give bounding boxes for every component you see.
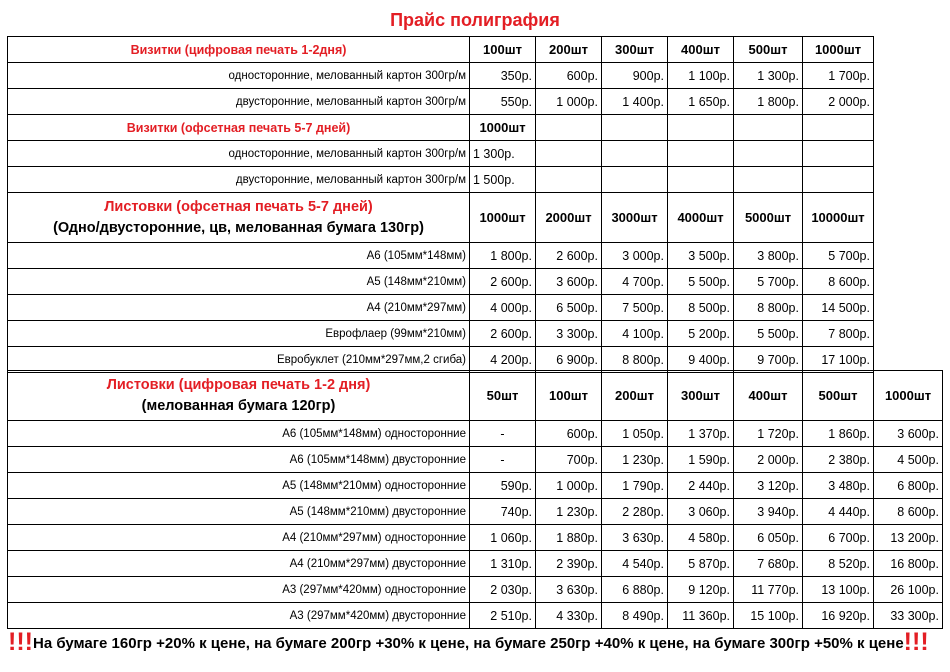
price-cell: 1 060р. bbox=[470, 525, 536, 551]
price-cell: 1 300р. bbox=[734, 63, 803, 89]
table-row bbox=[8, 141, 874, 167]
price-cell: 16 920р. bbox=[803, 603, 874, 629]
price-cell: - bbox=[470, 421, 536, 447]
qty-header: 4000шт bbox=[668, 193, 734, 243]
table-row bbox=[8, 321, 874, 347]
price-cell: 3 600р. bbox=[536, 269, 602, 295]
price-cell: 4 200р. bbox=[470, 347, 536, 373]
table-row bbox=[8, 243, 874, 269]
price-cell: 3 480р. bbox=[803, 473, 874, 499]
price-cell: 4 580р. bbox=[668, 525, 734, 551]
footer-note bbox=[8, 628, 948, 657]
table-row bbox=[8, 63, 874, 89]
row-label: А6 (105мм*148мм) двусторонние bbox=[8, 447, 470, 473]
qty-header: 1000шт bbox=[874, 371, 943, 421]
qty-header: 300шт bbox=[668, 371, 734, 421]
price-cell: 3 060р. bbox=[668, 499, 734, 525]
price-cell: 6 500р. bbox=[536, 295, 602, 321]
qty-header: 400шт bbox=[668, 37, 734, 63]
price-cell: 5 200р. bbox=[668, 321, 734, 347]
table-row bbox=[8, 603, 943, 629]
price-cell: 16 800р. bbox=[874, 551, 943, 577]
price-cell: 13 200р. bbox=[874, 525, 943, 551]
table-row bbox=[8, 577, 943, 603]
price-cell: 590р. bbox=[470, 473, 536, 499]
price-cell: 13 100р. bbox=[803, 577, 874, 603]
price-cell: 1 650р. bbox=[668, 89, 734, 115]
price-cell: 15 100р. bbox=[734, 603, 803, 629]
price-cell: 900р. bbox=[602, 63, 668, 89]
price-cell: 3 000р. bbox=[602, 243, 668, 269]
price-cell: 1 800р. bbox=[470, 243, 536, 269]
table-row bbox=[8, 167, 874, 193]
price-cell: 3 630р. bbox=[536, 577, 602, 603]
price-cell: 2 600р. bbox=[470, 269, 536, 295]
row-label: односторонние, мелованный картон 300гр/м bbox=[8, 63, 470, 89]
price-cell: 8 800р. bbox=[602, 347, 668, 373]
price-cell: 700р. bbox=[536, 447, 602, 473]
row-label: А4 (210мм*297мм) bbox=[8, 295, 470, 321]
row-label: двусторонние, мелованный картон 300гр/м bbox=[8, 167, 470, 193]
table-row bbox=[8, 447, 943, 473]
price-cell: 2 000р. bbox=[734, 447, 803, 473]
table-row bbox=[8, 269, 874, 295]
qty-header: 1000шт bbox=[803, 37, 874, 63]
row-label: А5 (148мм*210мм) bbox=[8, 269, 470, 295]
price-cell: 2 280р. bbox=[602, 499, 668, 525]
price-cell: 600р. bbox=[536, 421, 602, 447]
table-row bbox=[8, 371, 943, 421]
price-cell: - bbox=[470, 447, 536, 473]
price-cell: 4 440р. bbox=[803, 499, 874, 525]
price-cell: 2 600р. bbox=[536, 243, 602, 269]
exclamation-mark-left: !!! bbox=[8, 628, 33, 656]
price-cell: 4 500р. bbox=[874, 447, 943, 473]
qty-header: 1000шт bbox=[470, 193, 536, 243]
price-cell: 550р. bbox=[470, 89, 536, 115]
row-label: А4 (210мм*297мм) односторонние bbox=[8, 525, 470, 551]
price-cell: 11 360р. bbox=[668, 603, 734, 629]
price-cell: 6 900р. bbox=[536, 347, 602, 373]
digital-leaflets-table bbox=[7, 370, 943, 629]
price-cell: 1 700р. bbox=[803, 63, 874, 89]
price-cell: 4 330р. bbox=[536, 603, 602, 629]
price-cell: 1 050р. bbox=[602, 421, 668, 447]
price-cell: 1 790р. bbox=[602, 473, 668, 499]
price-cell: 3 940р. bbox=[734, 499, 803, 525]
qty-header: 2000шт bbox=[536, 193, 602, 243]
qty-header: 100шт bbox=[536, 371, 602, 421]
qty-header: 500шт bbox=[803, 371, 874, 421]
price-cell: 1 310р. bbox=[470, 551, 536, 577]
price-cell: 1 590р. bbox=[668, 447, 734, 473]
section-title-main: Листовки (офсетная печать 5-7 дней) bbox=[104, 198, 373, 215]
qty-header: 50шт bbox=[470, 371, 536, 421]
price-cell: 11 770р. bbox=[734, 577, 803, 603]
price-cell: 1 500р. bbox=[470, 167, 536, 193]
table-row bbox=[8, 551, 943, 577]
section-subtitle: (Одно/двусторонние, цв, мелованная бумага 130гр) bbox=[53, 219, 424, 236]
qty-header: 500шт bbox=[734, 37, 803, 63]
qty-header: 1000шт bbox=[470, 115, 536, 141]
section-title: Визитки (офсетная печать 5-7 дней) bbox=[8, 115, 470, 141]
row-label: Евробуклет (210мм*297мм,2 сгиба) bbox=[8, 347, 470, 373]
row-label: односторонние, мелованный картон 300гр/м bbox=[8, 141, 470, 167]
qty-header: 10000шт bbox=[803, 193, 874, 243]
price-cell: 7 680р. bbox=[734, 551, 803, 577]
price-cell: 3 300р. bbox=[536, 321, 602, 347]
table-row bbox=[8, 193, 874, 243]
price-cell: 1 370р. bbox=[668, 421, 734, 447]
price-cell: 600р. bbox=[536, 63, 602, 89]
price-cell: 2 380р. bbox=[803, 447, 874, 473]
row-label: А3 (297мм*420мм) двусторонние bbox=[8, 603, 470, 629]
price-cell: 1 000р. bbox=[536, 473, 602, 499]
price-cell: 4 100р. bbox=[602, 321, 668, 347]
qty-header: 400шт bbox=[734, 371, 803, 421]
price-cell: 1 300р. bbox=[470, 141, 536, 167]
qty-header: 100шт bbox=[470, 37, 536, 63]
price-cell: 2 030р. bbox=[470, 577, 536, 603]
price-cell: 1 000р. bbox=[536, 89, 602, 115]
price-cell: 8 520р. bbox=[803, 551, 874, 577]
price-cell: 8 800р. bbox=[734, 295, 803, 321]
price-cell: 8 500р. bbox=[668, 295, 734, 321]
footer-text: На бумаге 160гр +20% к цене, на бумаге 200гр +30% к цене, на бумаге 250гр +40% к цене, на бумаге 300гр +50% к цене bbox=[32, 635, 904, 652]
qty-header: 200шт bbox=[536, 37, 602, 63]
price-cell: 9 400р. bbox=[668, 347, 734, 373]
price-cell: 26 100р. bbox=[874, 577, 943, 603]
price-cell: 3 500р. bbox=[668, 243, 734, 269]
price-cell: 7 500р. bbox=[602, 295, 668, 321]
price-cell: 3 800р. bbox=[734, 243, 803, 269]
price-cell: 6 800р. bbox=[874, 473, 943, 499]
table-row bbox=[8, 473, 943, 499]
price-cell: 4 540р. bbox=[602, 551, 668, 577]
section-title: Визитки (цифровая печать 1-2дня) bbox=[8, 37, 470, 63]
row-label: Еврофлаер (99мм*210мм) bbox=[8, 321, 470, 347]
price-cell: 4 000р. bbox=[470, 295, 536, 321]
qty-header: 5000шт bbox=[734, 193, 803, 243]
table-row bbox=[8, 89, 874, 115]
price-cell: 17 100р. bbox=[803, 347, 874, 373]
qty-header: 300шт bbox=[602, 37, 668, 63]
price-cell: 3 630р. bbox=[602, 525, 668, 551]
price-cell: 5 700р. bbox=[803, 243, 874, 269]
price-cell: 2 390р. bbox=[536, 551, 602, 577]
section-title bbox=[8, 193, 470, 243]
price-cell: 740р. bbox=[470, 499, 536, 525]
row-label: А3 (297мм*420мм) односторонние bbox=[8, 577, 470, 603]
price-cell: 9 120р. bbox=[668, 577, 734, 603]
price-cell: 2 000р. bbox=[803, 89, 874, 115]
price-cell: 5 870р. bbox=[668, 551, 734, 577]
offset-leaflets-table bbox=[7, 192, 874, 373]
business-cards-table bbox=[7, 36, 874, 193]
price-cell: 33 300р. bbox=[874, 603, 943, 629]
price-cell: 6 050р. bbox=[734, 525, 803, 551]
price-cell: 2 440р. bbox=[668, 473, 734, 499]
price-cell: 6 700р. bbox=[803, 525, 874, 551]
price-cell: 3 120р. bbox=[734, 473, 803, 499]
row-label: А5 (148мм*210мм) двусторонние bbox=[8, 499, 470, 525]
table-row bbox=[8, 115, 874, 141]
price-cell: 14 500р. bbox=[803, 295, 874, 321]
table-row bbox=[8, 37, 874, 63]
row-label: А5 (148мм*210мм) односторонние bbox=[8, 473, 470, 499]
table-row bbox=[8, 499, 943, 525]
price-cell: 1 800р. bbox=[734, 89, 803, 115]
price-cell: 5 500р. bbox=[734, 321, 803, 347]
price-cell: 8 600р. bbox=[874, 499, 943, 525]
section-title bbox=[8, 371, 470, 421]
price-cell: 1 400р. bbox=[602, 89, 668, 115]
price-cell: 2 600р. bbox=[470, 321, 536, 347]
page-title: Прайс полиграфия bbox=[390, 10, 560, 30]
row-label: А4 (210мм*297мм) двусторонние bbox=[8, 551, 470, 577]
price-cell: 9 700р. bbox=[734, 347, 803, 373]
price-cell: 7 800р. bbox=[803, 321, 874, 347]
table-row bbox=[8, 347, 874, 373]
table-row bbox=[8, 525, 943, 551]
price-cell: 8 490р. bbox=[602, 603, 668, 629]
price-cell: 1 230р. bbox=[602, 447, 668, 473]
price-cell: 1 720р. bbox=[734, 421, 803, 447]
price-cell: 5 700р. bbox=[734, 269, 803, 295]
row-label: А6 (105мм*148мм) bbox=[8, 243, 470, 269]
price-cell: 8 600р. bbox=[803, 269, 874, 295]
row-label: двусторонние, мелованный картон 300гр/м bbox=[8, 89, 470, 115]
exclamation-mark-right: !!! bbox=[903, 628, 929, 656]
section-title-main: Листовки (цифровая печать 1-2 дня) bbox=[106, 376, 371, 393]
price-cell: 6 880р. bbox=[602, 577, 668, 603]
price-cell: 5 500р. bbox=[668, 269, 734, 295]
qty-header: 200шт bbox=[602, 371, 668, 421]
price-cell: 1 100р. bbox=[668, 63, 734, 89]
price-cell: 1 880р. bbox=[536, 525, 602, 551]
table-row bbox=[8, 421, 943, 447]
price-cell: 1 860р. bbox=[803, 421, 874, 447]
row-label: А6 (105мм*148мм) односторонние bbox=[8, 421, 470, 447]
price-cell: 3 600р. bbox=[874, 421, 943, 447]
price-cell: 2 510р. bbox=[470, 603, 536, 629]
price-cell: 1 230р. bbox=[536, 499, 602, 525]
price-cell: 350р. bbox=[470, 63, 536, 89]
qty-header: 3000шт bbox=[602, 193, 668, 243]
table-row bbox=[8, 295, 874, 321]
price-cell: 4 700р. bbox=[602, 269, 668, 295]
section-subtitle: (мелованная бумага 120гр) bbox=[141, 397, 336, 414]
